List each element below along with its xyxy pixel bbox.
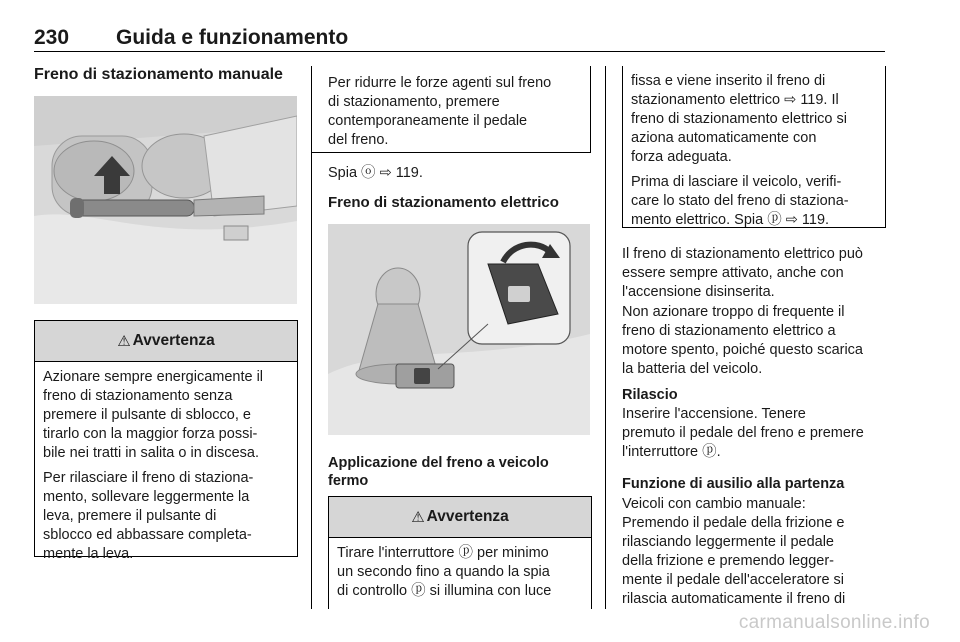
text-line: Applicazione del freno a veicolo (328, 455, 549, 471)
paragraph-start-assist (622, 495, 845, 609)
text-line: freno di stazionamento senza (43, 388, 233, 404)
text-line: un secondo fino a quando la spia (337, 564, 550, 580)
warning-body (35, 362, 297, 564)
text-line: di controllo ⓟ si illumina con luce (337, 583, 552, 599)
text-line: Tirare l'interruttore ⓟ per minimo (337, 545, 549, 561)
text-line: Azionare sempre energicamente il (43, 369, 264, 385)
text-line: stazionamento elettrico ⇨ 119. Il (631, 92, 839, 108)
paragraph-release (622, 405, 864, 462)
text-line: motore spento, poiché questo scarica (622, 342, 863, 358)
page-number: 230 (34, 26, 70, 49)
manual-parking-brake-illustration (34, 96, 297, 304)
text-line: Non azionare troppo di frequente il (622, 304, 845, 320)
text-line: Per rilasciare il freno di staziona- (43, 470, 254, 486)
page-header-title: Guida e funzionamento (116, 26, 349, 49)
warning-heading-text: Avvertenza (426, 508, 509, 525)
warning-box-manual-brake (34, 320, 298, 562)
subheading-start-assist: Funzione di ausilio alla partenza (622, 476, 845, 492)
manual-brake-lever-drawing (34, 96, 297, 304)
text-line: bile nei tratti in salita o in discesa. (43, 445, 259, 461)
text-line: premere il pulsante di sblocco, e (43, 407, 251, 423)
text-line: l'accensione disinserita. (622, 284, 775, 300)
paragraph-battery-warning (622, 303, 863, 379)
text-line: Inserire l'accensione. Tenere (622, 406, 806, 422)
text-line: care lo stato del freno di staziona- (631, 193, 849, 209)
paragraph-always-activatable (622, 245, 863, 302)
text-line: sblocco ed abbassare completa- (43, 527, 252, 543)
text-line: tirarlo con la maggior forza possi- (43, 426, 258, 442)
text-line: fissa e viene inserito il freno di (631, 73, 826, 89)
warning-body (329, 538, 591, 601)
text-line: Prima di lasciare il veicolo, verifi- (631, 174, 842, 190)
electric-brake-switch-drawing (328, 224, 590, 435)
text-line: Il freno di stazionamento elettrico può (622, 246, 863, 262)
text-line: premuto il pedale del freno e premere (622, 425, 864, 441)
text-line: Premendo il pedale della frizione e (622, 515, 845, 531)
text-line: fermo (328, 473, 369, 489)
watermark: carmanualsonline.info (738, 612, 930, 633)
text-line: essere sempre attivato, anche con (622, 265, 844, 281)
text-line: della frizione e premendo legger- (622, 553, 834, 569)
warning-box-electric-brake (328, 496, 592, 609)
text-line: rilasciando leggermente il pedale (622, 534, 834, 550)
text-line: rilascia automaticamente il freno di (622, 591, 846, 607)
section-title-manual-parking-brake: Freno di stazionamento manuale (34, 66, 283, 83)
warning-header (35, 321, 297, 362)
electric-parking-brake-illustration (328, 224, 590, 435)
warning-paragraph-1 (43, 368, 291, 463)
text-line: aziona automaticamente con (631, 130, 817, 146)
warning-triangle-icon: ⚠ (117, 333, 131, 350)
warning-heading-text: Avvertenza (132, 332, 215, 349)
text-line: freno di stazionamento elettrico a (622, 323, 836, 339)
text-line: Per ridurre le forze agenti sul freno (328, 75, 552, 91)
text-line: mento elettrico. Spia ⓟ ⇨ 119. (631, 212, 830, 228)
warning-paragraph-1 (631, 72, 879, 167)
text-line: forza adeguata. (631, 149, 732, 165)
text-line: Veicoli con cambio manuale: (622, 496, 806, 512)
text-line: mento, sollevare leggermente la (43, 489, 250, 505)
header-rule (34, 51, 885, 52)
text-line: leva, premere il pulsante di (43, 508, 217, 524)
warning-paragraph-2 (631, 173, 879, 230)
text-line: mente il pedale dell'acceleratore si (622, 572, 845, 588)
text-line: l'interruttore ⓟ. (622, 444, 721, 460)
section-title-electric-parking-brake: Freno di stazionamento elettrico (328, 194, 559, 211)
text-line: contemporaneamente il pedale (328, 113, 528, 129)
text-line: del freno. (328, 132, 389, 148)
continued-warning-box-col3 (622, 66, 886, 228)
warning-paragraph-2 (43, 469, 291, 564)
warning-header (329, 497, 591, 538)
text-line: la batteria del veicolo. (622, 361, 763, 377)
warning-triangle-icon: ⚠ (411, 509, 425, 526)
text-line: mente la leva. (43, 546, 134, 562)
text-line: freno di stazionamento elettrico si (631, 111, 847, 127)
subheading-stationary-application (328, 454, 549, 490)
continued-warning-box (311, 66, 591, 153)
spia-reference: Spia ⓞ ⇨ 119. (328, 165, 423, 181)
subheading-release: Rilascio (622, 387, 678, 403)
text-line: di stazionamento, premere (328, 94, 500, 110)
column-divider-right (605, 66, 606, 609)
